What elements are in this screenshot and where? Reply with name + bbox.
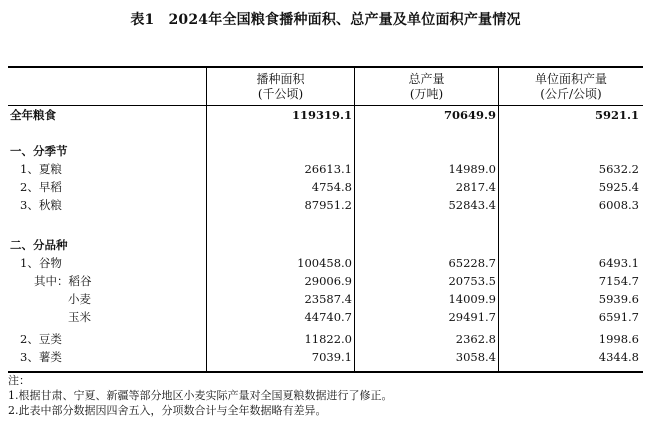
cell-area: 119319.1 [291, 108, 352, 122]
cell-output: 52843.4 [448, 198, 496, 212]
cell-output: 14009.9 [448, 292, 496, 306]
cell-yield: 5921.1 [594, 108, 639, 122]
cell-output: 20753.5 [448, 274, 496, 288]
table-row [8, 309, 643, 326]
cell-area: 23587.4 [304, 292, 352, 306]
cell-yield: 5939.6 [598, 292, 639, 306]
table-row [8, 349, 643, 366]
column-header-title: 单位面积产量 [534, 72, 607, 86]
cell-area: 4754.8 [311, 180, 352, 194]
column-header-title: 总产量 [408, 72, 445, 86]
cell-output: 29491.7 [448, 310, 496, 324]
column-header-area [207, 72, 354, 102]
table-row [8, 255, 643, 272]
cell-yield: 7154.7 [598, 274, 639, 288]
cell-output: 3058.4 [455, 350, 496, 364]
cell-area: 11822.0 [304, 332, 352, 346]
column-header-yield [499, 72, 643, 102]
cell-area: 44740.7 [304, 310, 352, 324]
cell-output: 65228.7 [448, 256, 496, 270]
column-header-output [355, 72, 498, 102]
cell-area: 87951.2 [304, 198, 352, 212]
row-label: 3、薯类 [20, 350, 62, 364]
row-label: 二、分品种 [10, 238, 68, 252]
row-label: 2、早稻 [20, 180, 62, 194]
cell-area: 7039.1 [311, 350, 352, 364]
table-row [8, 197, 643, 214]
section-heading-season [8, 143, 643, 160]
row-label: 3、秋粮 [20, 198, 62, 212]
row-label: 1、夏粮 [20, 162, 62, 176]
table-top-rule [8, 66, 643, 68]
column-header-unit: (千公顷) [257, 87, 304, 101]
note-item: 2.此表中部分数据因四舍五入，分项数合计与全年数据略有差异。 [8, 404, 327, 417]
row-label: 2、豆类 [20, 332, 62, 346]
row-label: 其中：稻谷 [34, 274, 92, 288]
cell-output: 2362.8 [455, 332, 496, 346]
cell-yield: 6591.7 [598, 310, 639, 324]
cell-area: 29006.9 [304, 274, 352, 288]
cell-output: 14989.0 [448, 162, 496, 176]
row-label: 小麦 [68, 292, 91, 306]
section-heading-variety [8, 237, 643, 254]
table-number: 表1 [130, 12, 155, 28]
notes-heading: 注： [8, 374, 30, 387]
table-title-text: 2024年全国粮食播种面积、总产量及单位面积产量情况 [168, 12, 521, 28]
cell-area: 26613.1 [304, 162, 352, 176]
table-row [8, 161, 643, 178]
cell-output: 2817.4 [455, 180, 496, 194]
cell-output: 70649.9 [443, 108, 496, 122]
cell-yield: 5925.4 [598, 180, 639, 194]
row-label: 玉米 [68, 310, 91, 324]
row-label: 全年粮食 [10, 108, 56, 122]
table-row [8, 273, 643, 290]
table-notes [8, 373, 393, 418]
column-header-unit: (万吨) [409, 87, 444, 101]
row-label: 一、分季节 [10, 144, 68, 158]
table-title [0, 9, 651, 29]
table-row [8, 331, 643, 348]
cell-yield: 6493.1 [598, 256, 639, 270]
table-row [8, 179, 643, 196]
table-row [8, 291, 643, 308]
table-row-total [8, 107, 643, 124]
note-item: 1.根据甘肃、宁夏、新疆等部分地区小麦实际产量对全国夏粮数据进行了修正。 [8, 389, 393, 402]
table-header-rule [8, 105, 643, 106]
column-header-title: 播种面积 [256, 72, 305, 86]
cell-area: 100458.0 [297, 256, 352, 270]
cell-yield: 6008.3 [598, 198, 639, 212]
cell-yield: 4344.8 [598, 350, 639, 364]
cell-yield: 5632.2 [598, 162, 639, 176]
row-label: 1、谷物 [20, 256, 62, 270]
cell-yield: 1998.6 [598, 332, 639, 346]
column-header-unit: (公斤/公顷) [540, 87, 602, 101]
